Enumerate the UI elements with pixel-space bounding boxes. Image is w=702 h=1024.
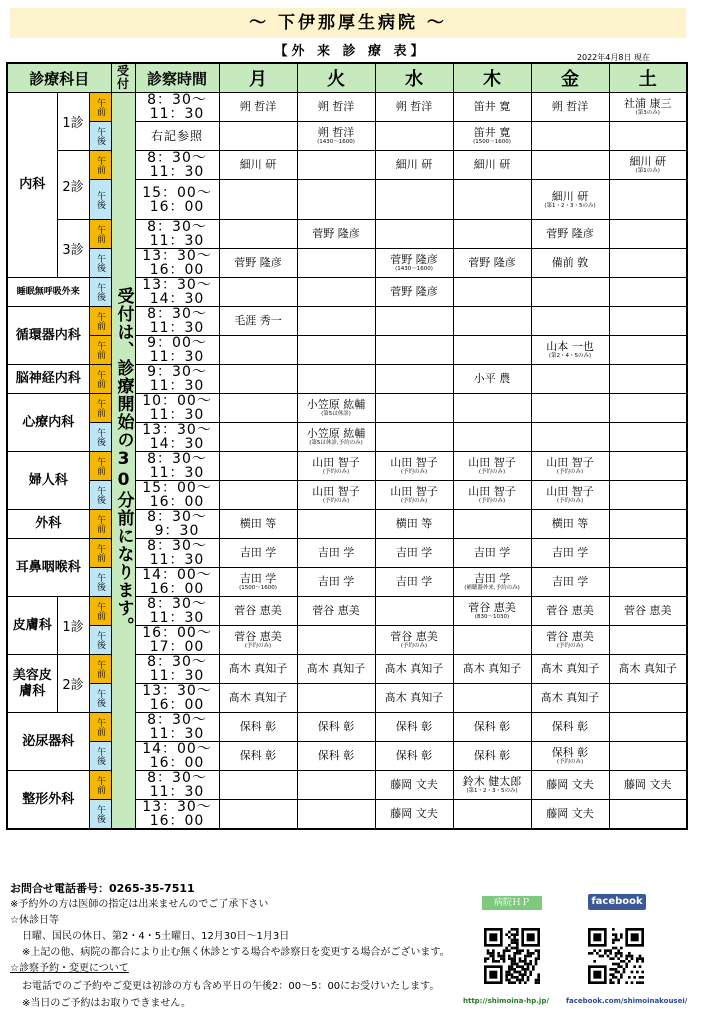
header-uke: 受付 [111, 63, 135, 93]
dept-suimin: 睡眠無呼吸外来 [7, 278, 89, 307]
doctor-cell: 髙木 真知子 [531, 684, 609, 713]
time-cell: 8：30～ 11：30 [135, 93, 219, 122]
facebook-qr-code-icon[interactable] [588, 928, 644, 984]
doctor-cell: 髙木 真知子 [219, 684, 297, 713]
doctor-cell [609, 365, 687, 394]
doctor-cell: 菅谷 恵美 (予約のみ) [531, 626, 609, 655]
header-sat: 土 [609, 63, 687, 93]
doctor-cell: 保科 彰 [375, 713, 453, 742]
header-thu: 木 [453, 63, 531, 93]
doctor-cell [297, 626, 375, 655]
doctor-cell [375, 307, 453, 336]
shin-label: 2診 [57, 655, 89, 713]
header-dept: 診療科目 [7, 63, 111, 93]
doctor-cell: 山田 智子 (予約のみ) [453, 452, 531, 481]
doctor-cell: 山田 智子 (予約のみ) [375, 452, 453, 481]
doctor-cell [453, 423, 531, 452]
footer-line-6: お電話でのご予約やご変更は初診の方も含め平日の午後2：00～5：00にお受けいたします。 [22, 981, 440, 992]
doctor-cell: 保科 彰 [297, 742, 375, 771]
pm-label: 午後 [89, 481, 111, 510]
doctor-cell: 山田 智子 (予約のみ) [531, 481, 609, 510]
doctor-cell [375, 122, 453, 151]
doctor-cell: 髙木 真知子 [219, 655, 297, 684]
doctor-cell: 髙木 真知子 [609, 655, 687, 684]
doctor-cell: 細川 研 [375, 151, 453, 180]
doctor-cell [219, 365, 297, 394]
doctor-cell: 髙木 真知子 [453, 655, 531, 684]
doctor-cell [453, 800, 531, 830]
hospital-title: ～ 下伊那厚生病院 ～ [10, 8, 686, 38]
pm-label: 午後 [89, 423, 111, 452]
doctor-cell: 菅谷 恵美 (予約のみ) [375, 626, 453, 655]
doctor-cell [297, 771, 375, 800]
doctor-cell: 朔 哲洋 [375, 93, 453, 122]
doctor-cell [609, 423, 687, 452]
footer-line-7: ※当日のご予約はお取りできません。 [22, 998, 191, 1009]
doctor-cell: 朔 哲洋 (1430～1600) [297, 122, 375, 151]
am-label: 午前 [89, 151, 111, 180]
am-label: 午前 [89, 336, 111, 365]
am-label: 午前 [89, 771, 111, 800]
doctor-cell [531, 278, 609, 307]
doctor-cell: 髙木 真知子 [375, 684, 453, 713]
doctor-cell: 藤岡 文夫 [531, 800, 609, 830]
doctor-cell: 小平 農 [453, 365, 531, 394]
doctor-cell: 朔 哲洋 [531, 93, 609, 122]
doctor-cell [297, 684, 375, 713]
time-cell: 8：30～ 11：30 [135, 597, 219, 626]
doctor-cell: 保科 彰 [453, 742, 531, 771]
schedule-row [7, 655, 687, 684]
doctor-cell [531, 423, 609, 452]
doctor-cell: 菅野 隆彦 [453, 249, 531, 278]
doctor-cell: 笛井 寛 (1500～1600) [453, 122, 531, 151]
schedule-row [7, 568, 687, 597]
doctor-cell [297, 510, 375, 539]
doctor-cell [219, 481, 297, 510]
doctor-cell: 菅谷 恵美 (830～1030) [453, 597, 531, 626]
doctor-cell [609, 539, 687, 568]
doctor-cell [609, 713, 687, 742]
doctor-cell [219, 771, 297, 800]
doctor-cell: 菅野 隆彦 [219, 249, 297, 278]
doctor-cell [609, 122, 687, 151]
doctor-cell: 菅谷 恵美 [609, 597, 687, 626]
doctor-cell [531, 122, 609, 151]
footer-line-4: ※上記の他、病院の都合により止む無く休診とする場合や診察日を変更する場合がございます。 [22, 947, 450, 958]
schedule-table [6, 62, 688, 830]
doctor-cell [375, 336, 453, 365]
doctor-cell [609, 684, 687, 713]
footer-line-2: ☆休診日等 [10, 915, 59, 926]
pm-label: 午後 [89, 626, 111, 655]
doctor-cell: 保科 彰 (予約のみ) [531, 742, 609, 771]
doctor-cell: 髙木 真知子 [375, 655, 453, 684]
doctor-cell: 細川 研 [219, 151, 297, 180]
doctor-cell: 保科 彰 [531, 713, 609, 742]
dept-shinryo: 心療内科 [7, 394, 89, 452]
doctor-cell: 吉田 学 [453, 539, 531, 568]
time-cell: 13：30～ 16：00 [135, 800, 219, 830]
doctor-cell: 保科 彰 [297, 713, 375, 742]
doctor-cell [375, 394, 453, 423]
doctor-cell: 横田 等 [375, 510, 453, 539]
doctor-cell [219, 800, 297, 830]
am-label: 午前 [89, 655, 111, 684]
doctor-cell [375, 423, 453, 452]
schedule-row [7, 423, 687, 452]
pm-label: 午後 [89, 180, 111, 220]
header-row [7, 63, 687, 93]
footer-line-1: ※予約外の方は医師の指定は出来ませんのでご了承下さい [10, 899, 269, 910]
schedule-row [7, 481, 687, 510]
doctor-cell: 吉田 学 [219, 539, 297, 568]
schedule-row [7, 452, 687, 481]
time-cell: 13：30～ 16：00 [135, 684, 219, 713]
doctor-cell: 髙木 真知子 [531, 655, 609, 684]
am-label: 午前 [89, 539, 111, 568]
time-cell: 8：30～ 11：30 [135, 307, 219, 336]
schedule-row [7, 307, 687, 336]
doctor-cell [609, 249, 687, 278]
doctor-cell [609, 626, 687, 655]
doctor-cell [609, 568, 687, 597]
doctor-cell: 社浦 康三 (第3のみ) [609, 93, 687, 122]
doctor-cell [609, 481, 687, 510]
schedule-row [7, 249, 687, 278]
doctor-cell [219, 336, 297, 365]
doctor-cell [219, 278, 297, 307]
dept-noushin: 脳神経内科 [7, 365, 89, 394]
doctor-cell: 菅谷 恵美 [531, 597, 609, 626]
schedule-row [7, 122, 687, 151]
time-cell: 9：30～ 11：30 [135, 365, 219, 394]
pm-label: 午後 [89, 800, 111, 830]
dept-naika: 内科 [7, 93, 57, 278]
dept-junkan: 循環器内科 [7, 307, 89, 365]
doctor-cell: 吉田 学 [375, 539, 453, 568]
doctor-cell: 横田 等 [531, 510, 609, 539]
doctor-cell [219, 122, 297, 151]
schedule-row [7, 539, 687, 568]
time-cell: 9：00～ 11：30 [135, 336, 219, 365]
doctor-cell [297, 365, 375, 394]
pm-label: 午後 [89, 122, 111, 151]
schedule-row [7, 771, 687, 800]
schedule-row [7, 510, 687, 539]
dept-fujin: 婦人科 [7, 452, 89, 510]
doctor-cell: 山田 智子 (予約のみ) [453, 481, 531, 510]
pm-label: 午後 [89, 684, 111, 713]
doctor-cell: 細川 研 (第1のみ) [609, 151, 687, 180]
doctor-cell: 保科 彰 [219, 742, 297, 771]
hp-url-link[interactable]: http://shimoina-hp.jp/ [463, 997, 549, 1005]
doctor-cell: 山田 智子 (予約のみ) [297, 481, 375, 510]
doctor-cell: 小笠原 紘輔 (第5は休診) [297, 394, 375, 423]
am-label: 午前 [89, 597, 111, 626]
header-mon: 月 [219, 63, 297, 93]
doctor-cell: 吉田 学 [531, 568, 609, 597]
schedule-row [7, 365, 687, 394]
dept-biyou: 美容皮膚科 [7, 655, 57, 713]
header-time: 診察時間 [135, 63, 219, 93]
doctor-cell [609, 278, 687, 307]
doctor-cell: 細川 研 (第1・2・3・5のみ) [531, 180, 609, 220]
doctor-cell [531, 365, 609, 394]
facebook-badge[interactable]: facebook [588, 894, 646, 910]
am-label: 午前 [89, 307, 111, 336]
doctor-cell: 菅谷 恵美 (予約のみ) [219, 626, 297, 655]
doctor-cell: 細川 研 [453, 151, 531, 180]
doctor-cell: 菅谷 恵美 [297, 597, 375, 626]
time-cell: 右記参照 [135, 122, 219, 151]
doctor-cell [219, 394, 297, 423]
hospital-hp-badge[interactable]: 病院ＨＰ [482, 896, 542, 910]
doctor-cell [297, 180, 375, 220]
doctor-cell: 朔 哲洋 [219, 93, 297, 122]
am-label: 午前 [89, 510, 111, 539]
schedule-row [7, 684, 687, 713]
shin-label: 3診 [57, 220, 89, 278]
time-cell: 13：30～ 16：00 [135, 249, 219, 278]
doctor-cell [375, 597, 453, 626]
doctor-cell: 山本 一也 (第2・4・5のみ) [531, 336, 609, 365]
schedule-row [7, 742, 687, 771]
schedule-subtitle: 【外 来 診 療 表】 [274, 44, 428, 59]
doctor-cell: 吉田 学 (1500～1600) [219, 568, 297, 597]
time-cell: 8：30～ 11：30 [135, 655, 219, 684]
doctor-cell [219, 423, 297, 452]
dept-hifu: 皮膚科 [7, 597, 57, 655]
schedule-row [7, 800, 687, 830]
doctor-cell [297, 278, 375, 307]
doctor-cell: 山田 智子 (予約のみ) [375, 481, 453, 510]
schedule-row [7, 597, 687, 626]
doctor-cell [219, 180, 297, 220]
doctor-cell: 備前 敦 [531, 249, 609, 278]
pm-label: 午後 [89, 278, 111, 307]
doctor-cell [297, 336, 375, 365]
doctor-cell: 鈴木 健太郎 (第1・2・3・5のみ) [453, 771, 531, 800]
update-date: 2022年4月8日 現在 [576, 53, 650, 62]
doctor-cell [453, 220, 531, 249]
doctor-cell: 山田 智子 (予約のみ) [531, 452, 609, 481]
doctor-cell: 保科 彰 [375, 742, 453, 771]
am-label: 午前 [89, 220, 111, 249]
schedule-row [7, 713, 687, 742]
doctor-cell [453, 336, 531, 365]
shin-label: 1診 [57, 597, 89, 655]
doctor-cell [531, 307, 609, 336]
doctor-cell: 吉田 学 (補聴器外来,予約のみ) [453, 568, 531, 597]
shin-label: 2診 [57, 151, 89, 220]
dept-seikei: 整形外科 [7, 771, 89, 830]
doctor-cell [609, 180, 687, 220]
time-cell: 8：30～ 11：30 [135, 771, 219, 800]
doctor-cell [219, 452, 297, 481]
facebook-url-link[interactable]: facebook.com/shimoinakousei/ [566, 997, 688, 1005]
doctor-cell: 菅谷 恵美 [219, 597, 297, 626]
schedule-row [7, 220, 687, 249]
doctor-cell: 保科 彰 [453, 713, 531, 742]
time-cell: 8：30～ 11：30 [135, 151, 219, 180]
footer-line-3: 日曜、国民の休日、第2・4・5土曜日、12月30日～1月3日 [22, 931, 290, 942]
dept-jibi: 耳鼻咽喉科 [7, 539, 89, 597]
doctor-cell [453, 394, 531, 423]
doctor-cell: 菅野 隆彦 [297, 220, 375, 249]
am-label: 午前 [89, 394, 111, 423]
doctor-cell [609, 336, 687, 365]
doctor-cell: 保科 彰 [219, 713, 297, 742]
doctor-cell: 朔 哲洋 [297, 93, 375, 122]
time-cell: 14：00～ 16：00 [135, 742, 219, 771]
doctor-cell: 吉田 学 [375, 568, 453, 597]
am-label: 午前 [89, 93, 111, 122]
doctor-cell [531, 151, 609, 180]
schedule-row [7, 336, 687, 365]
doctor-cell: 藤岡 文夫 [609, 771, 687, 800]
doctor-cell: 菅野 隆彦 [531, 220, 609, 249]
am-label: 午前 [89, 713, 111, 742]
schedule-row [7, 93, 687, 122]
am-label: 午前 [89, 365, 111, 394]
doctor-cell [453, 684, 531, 713]
shin-label: 1診 [57, 93, 89, 151]
time-cell: 8：30～ 11：30 [135, 452, 219, 481]
doctor-cell [609, 800, 687, 830]
time-cell: 13：30～ 14：30 [135, 278, 219, 307]
header-wed: 水 [375, 63, 453, 93]
doctor-cell [297, 307, 375, 336]
schedule-row [7, 394, 687, 423]
doctor-cell: 藤岡 文夫 [531, 771, 609, 800]
doctor-cell: 髙木 真知子 [297, 655, 375, 684]
time-cell: 8：30～ 11：30 [135, 713, 219, 742]
dept-hinyo: 泌尿器科 [7, 713, 89, 771]
reception-note: 受付は、診療開始の30分前になります。 [111, 93, 135, 830]
time-cell: 10：00～ 11：30 [135, 394, 219, 423]
doctor-cell: 横田 等 [219, 510, 297, 539]
pm-label: 午後 [89, 249, 111, 278]
doctor-cell [609, 510, 687, 539]
doctor-cell [453, 307, 531, 336]
doctor-cell [297, 151, 375, 180]
schedule-row [7, 180, 687, 220]
header-tue: 火 [297, 63, 375, 93]
time-cell: 16：00～ 17：00 [135, 626, 219, 655]
dept-geka: 外科 [7, 510, 89, 539]
schedule-row [7, 151, 687, 180]
doctor-cell: 吉田 学 [297, 539, 375, 568]
doctor-cell: 山田 智子 (予約のみ) [297, 452, 375, 481]
am-label: 午前 [89, 452, 111, 481]
doctor-cell: 毛涯 秀一 [219, 307, 297, 336]
time-cell: 8：30～ 9：30 [135, 510, 219, 539]
doctor-cell [297, 249, 375, 278]
doctor-cell [219, 220, 297, 249]
doctor-cell [453, 626, 531, 655]
doctor-cell: 吉田 学 [297, 568, 375, 597]
time-cell: 15：00～ 16：00 [135, 481, 219, 510]
doctor-cell [609, 307, 687, 336]
hp-qr-code-icon[interactable] [484, 928, 540, 984]
doctor-cell: 笛井 寛 [453, 93, 531, 122]
doctor-cell [375, 365, 453, 394]
doctor-cell [375, 220, 453, 249]
time-cell: 14：00～ 16：00 [135, 568, 219, 597]
doctor-cell [609, 220, 687, 249]
doctor-cell: 菅野 隆彦 [375, 278, 453, 307]
doctor-cell [453, 278, 531, 307]
schedule-row [7, 278, 687, 307]
doctor-cell [453, 510, 531, 539]
doctor-cell [297, 800, 375, 830]
header-fri: 金 [531, 63, 609, 93]
doctor-cell [453, 180, 531, 220]
doctor-cell: 藤岡 文夫 [375, 771, 453, 800]
doctor-cell: 小笠原 紘輔 (第5は休診,予約のみ) [297, 423, 375, 452]
doctor-cell: 吉田 学 [531, 539, 609, 568]
doctor-cell [609, 742, 687, 771]
footer-line-5: ☆診察予約・変更について [10, 963, 129, 974]
time-cell: 8：30～ 11：30 [135, 220, 219, 249]
doctor-cell [531, 394, 609, 423]
time-cell: 15：00～ 16：00 [135, 180, 219, 220]
doctor-cell [609, 452, 687, 481]
time-cell: 8：30～ 11：30 [135, 539, 219, 568]
doctor-cell: 藤岡 文夫 [375, 800, 453, 830]
contact-phone: お問合せ電話番号：0265-35-7511 [10, 882, 195, 895]
doctor-cell [375, 180, 453, 220]
time-cell: 13：30～ 14：30 [135, 423, 219, 452]
pm-label: 午後 [89, 568, 111, 597]
pm-label: 午後 [89, 742, 111, 771]
doctor-cell: 菅野 隆彦 (1430～1600) [375, 249, 453, 278]
schedule-row [7, 626, 687, 655]
doctor-cell [609, 394, 687, 423]
